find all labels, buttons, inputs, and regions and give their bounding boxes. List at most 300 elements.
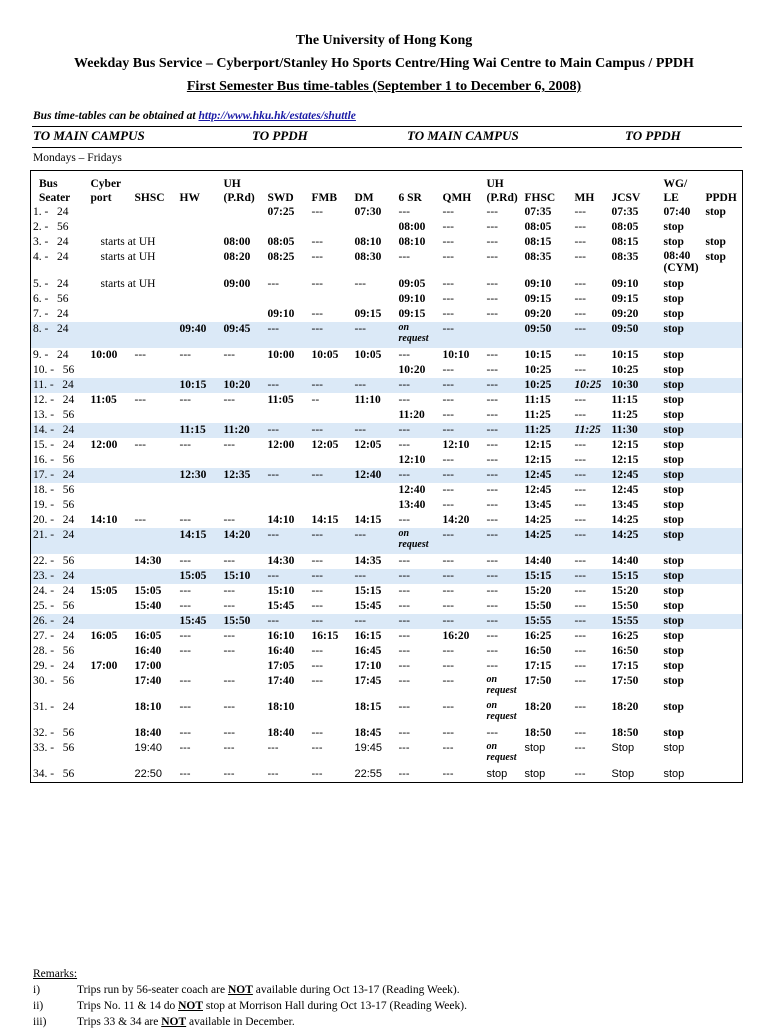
trip-cell: ---: [179, 675, 191, 687]
trip-cell: 07:35: [611, 206, 639, 218]
trip-cell: [89, 378, 133, 393]
trip-cell: ---: [267, 278, 279, 290]
trip-cell: [89, 528, 133, 554]
trip-cell: 09:15: [611, 293, 639, 305]
trip-cell: 14:25: [524, 514, 552, 526]
trip-cell: ---: [574, 278, 586, 290]
trip-cell: ---: [574, 308, 586, 320]
trip-number: 6. - 56: [33, 293, 69, 305]
trip-cell: [89, 644, 133, 659]
trip-cell: 12:10: [442, 439, 470, 451]
trip-cell: 12:15: [611, 454, 639, 466]
trip-cell: 12:40: [353, 468, 397, 483]
trip-number: 25. - 56: [33, 600, 75, 612]
trip-cell: ---: [223, 600, 235, 612]
trip-number: 21. - 24: [31, 528, 89, 554]
trip-cell: 22:55: [354, 768, 383, 780]
trip-cell: 17:05: [267, 660, 295, 672]
trip-cell: [704, 363, 743, 378]
trip-row: [31, 438, 743, 453]
trip-row: [31, 726, 743, 741]
trip-cell: ---: [353, 378, 397, 393]
trip-cell: ---: [574, 349, 586, 361]
trip-cell: ---: [574, 768, 586, 780]
trip-cell: 22:50: [134, 768, 163, 780]
trip-cell: [178, 498, 222, 513]
trip-cell: 10:30: [610, 378, 662, 393]
trip-cell: [704, 423, 743, 438]
trip-cell: [133, 363, 178, 378]
trip-cell: [704, 569, 743, 584]
trip-cell: ---: [442, 555, 454, 567]
column-header: UH (P.Rd): [486, 178, 518, 204]
trip-row: [31, 250, 743, 277]
trip-cell: 09:45: [222, 322, 266, 348]
trip-cell: ---: [311, 742, 323, 754]
trip-cell: ---: [266, 569, 310, 584]
trip-cell: stop: [662, 569, 704, 584]
trip-cell: [133, 408, 178, 423]
trip-cell: on request: [486, 674, 517, 696]
trip-cell: [133, 453, 178, 468]
trip-cell: stop: [663, 514, 684, 526]
trip-cell: stop: [662, 378, 704, 393]
trip-cell: [89, 220, 133, 235]
trip-cell: [704, 513, 743, 528]
trip-cell: 15:45: [354, 600, 382, 612]
trip-cell: 11:15: [524, 394, 551, 406]
trip-cell: 09:05: [398, 278, 426, 290]
timetable-note: [33, 110, 356, 122]
trip-cell: stop: [663, 409, 684, 421]
trip-cell: [222, 220, 266, 235]
trip-cell: [704, 307, 743, 322]
timetable: [30, 170, 743, 783]
trip-cell: 12:45: [523, 468, 573, 483]
trip-cell: [133, 220, 178, 235]
trip-cell: ---: [441, 528, 485, 554]
trip-cell: ---: [442, 727, 454, 739]
trip-row: [31, 554, 743, 569]
trip-cell: stop: [705, 236, 726, 248]
trip-cell: [222, 498, 266, 513]
trip-cell: ---: [266, 322, 310, 348]
trip-cell: [704, 483, 743, 498]
remark-item: iii) Trips 33 & 34 are NOT available in December.: [33, 1016, 295, 1028]
trip-cell: 08:00: [398, 221, 426, 233]
trip-cell: ---: [266, 468, 310, 483]
trip-cell: [704, 700, 743, 726]
trip-cell: ---: [574, 236, 586, 248]
trip-cell: 15:05: [90, 585, 118, 597]
trip-cell: [133, 205, 178, 220]
column-header-row: [31, 171, 743, 206]
trip-cell: stop: [662, 528, 704, 554]
trip-cell: 11:15: [611, 394, 638, 406]
trip-number: 29. - 24: [33, 660, 75, 672]
trip-cell: stop: [663, 364, 684, 376]
trip-cell: stop: [662, 468, 704, 483]
trip-cell: [353, 408, 397, 423]
trip-cell: [178, 307, 222, 322]
trip-row: [31, 644, 743, 659]
shuttle-link[interactable]: http://www.hku.hk/estates/shuttle: [198, 110, 356, 122]
trip-number: 30. - 56: [33, 675, 75, 687]
trip-cell: [310, 220, 353, 235]
trip-cell: ---: [574, 555, 586, 567]
trip-cell: ---: [179, 768, 191, 780]
trip-cell: 14:15: [311, 514, 339, 526]
trip-cell: [704, 453, 743, 468]
trip-cell: 15:45: [267, 600, 295, 612]
trip-row: [31, 363, 743, 378]
trip-cell: ---: [486, 514, 498, 526]
trip-cell: 09:40: [178, 322, 222, 348]
trip-cell: ---: [353, 569, 397, 584]
trip-cell: ---: [398, 768, 410, 780]
trip-cell: 09:15: [524, 293, 552, 305]
trip-cell: 08:15: [524, 236, 552, 248]
trip-cell: ---: [485, 378, 523, 393]
trip-cell: ---: [441, 569, 485, 584]
trip-cell: ---: [574, 454, 586, 466]
trip-cell: 12:00: [267, 439, 295, 451]
trip-cell: ---: [442, 585, 454, 597]
trip-cell: stop: [663, 221, 684, 233]
trip-cell: [89, 767, 133, 782]
trip-cell: 13:40: [398, 499, 426, 511]
trip-cell: 15:45: [178, 614, 222, 629]
trip-cell: 09:00: [223, 278, 251, 290]
trip-cell: [89, 292, 133, 307]
trip-cell: 15:05: [134, 585, 162, 597]
trip-row: [31, 528, 743, 554]
trip-cell: ---: [574, 221, 586, 233]
trip-cell: ---: [442, 278, 454, 290]
trip-cell: ---: [574, 499, 586, 511]
trip-cell: 10:20: [222, 378, 266, 393]
trip-cell: 18:50: [611, 727, 639, 739]
trip-number: 26. - 24: [31, 614, 89, 629]
trip-cell: [133, 423, 178, 438]
trip-cell: 12:05: [354, 439, 382, 451]
trip-cell: 11:25: [523, 423, 573, 438]
trip-row: [31, 513, 743, 528]
trip-cell: [353, 363, 397, 378]
trip-cell: 10:15: [178, 378, 222, 393]
trip-cell: 10:10: [442, 349, 470, 361]
trip-cell: 09:10: [267, 308, 295, 320]
trip-cell: [133, 498, 178, 513]
trip-cell: [178, 220, 222, 235]
trip-cell: ---: [397, 468, 441, 483]
trip-cell: ---: [486, 206, 498, 218]
trip-cell: ---: [398, 660, 410, 672]
trip-cell: 10:20: [398, 364, 426, 376]
trip-number: 24. - 24: [33, 585, 75, 597]
section-to-main-campus-1: TO MAIN CAMPUS: [33, 128, 145, 143]
trip-cell: ---: [486, 630, 498, 642]
trip-row: [31, 741, 743, 767]
trip-cell: stop: [663, 645, 684, 657]
trip-cell: ---: [223, 514, 235, 526]
column-header: SHSC: [134, 192, 165, 204]
trip-cell: ---: [310, 528, 353, 554]
trip-cell: 09:20: [611, 308, 639, 320]
trip-cell: 10:25: [573, 378, 610, 393]
trip-cell: [89, 700, 133, 726]
trip-row: [31, 599, 743, 614]
trip-cell: ---: [398, 439, 410, 451]
trip-cell: 13:45: [611, 499, 639, 511]
trip-cell: Stop: [611, 742, 635, 754]
trip-cell: 08:10: [354, 236, 382, 248]
trip-row: [31, 220, 743, 235]
trip-cell: ---: [442, 236, 454, 248]
trip-cell: 15:55: [610, 614, 662, 629]
trip-cell: 14:35: [354, 555, 382, 567]
trip-cell: ---: [179, 394, 191, 406]
trip-number: 10. - 56: [33, 364, 75, 376]
trip-cell: ---: [134, 439, 146, 451]
trip-cell: ---: [574, 675, 586, 687]
trip-cell: [266, 220, 310, 235]
trip-cell: ---: [310, 468, 353, 483]
trip-cell: ---: [223, 701, 235, 713]
trip-cell: [704, 292, 743, 307]
trip-cell: ---: [310, 322, 353, 348]
trip-cell: [222, 408, 266, 423]
trip-cell: 17:15: [524, 660, 552, 672]
trip-cell: 18:40: [267, 727, 295, 739]
trip-cell: [266, 498, 310, 513]
trip-cell: [89, 453, 133, 468]
trip-cell: [353, 498, 397, 513]
section-to-ppdh-2: TO PPDH: [625, 128, 681, 143]
trip-cell: stop: [663, 293, 684, 305]
trip-cell: [89, 423, 133, 438]
trip-cell: 15:05: [178, 569, 222, 584]
trip-cell: ---: [486, 660, 498, 672]
trip-cell: 07:35: [524, 206, 552, 218]
trip-cell: --: [311, 394, 320, 406]
trip-cell: 08:05: [524, 221, 552, 233]
trip-cell: [222, 659, 266, 674]
trip-cell: 12:45: [611, 484, 639, 496]
trip-cell: 18:45: [354, 727, 382, 739]
trip-cell: 18:15: [354, 701, 382, 713]
trip-cell: [178, 453, 222, 468]
trip-cell: [485, 322, 523, 348]
trip-cell: [89, 614, 133, 629]
trip-cell: 11:25: [573, 423, 610, 438]
trip-cell: [704, 599, 743, 614]
trip-cell: [178, 363, 222, 378]
trip-cell: stop: [524, 768, 546, 780]
trip-cell: 07:25: [267, 206, 295, 218]
column-header: DM: [354, 192, 374, 204]
trip-cell: [704, 528, 743, 554]
trip-cell: [704, 378, 743, 393]
trip-cell: [133, 614, 178, 629]
trip-cell: ---: [179, 349, 191, 361]
trip-cell: stop: [663, 484, 684, 496]
trip-cell: ---: [486, 409, 498, 421]
trip-cell: 09:10: [524, 278, 552, 290]
trip-cell: ---: [398, 742, 410, 754]
trip-cell: 17:00: [90, 660, 118, 672]
trip-cell: ---: [223, 675, 235, 687]
trip-cell: ---: [310, 423, 353, 438]
trip-row: [31, 348, 743, 363]
trip-cell: 16:10: [267, 630, 295, 642]
trip-cell: ---: [179, 645, 191, 657]
trip-cell: [310, 363, 353, 378]
trip-cell: ---: [266, 614, 310, 629]
trip-cell: 15:50: [524, 600, 552, 612]
trip-cell: ---: [223, 439, 235, 451]
trip-cell: ---: [442, 660, 454, 672]
trip-cell: [178, 205, 222, 220]
trip-cell: 18:10: [134, 701, 162, 713]
trip-cell: stop: [663, 308, 684, 320]
trip-cell: [704, 322, 743, 348]
trip-row: [31, 423, 743, 438]
trip-cell: 11:10: [354, 394, 381, 406]
trip-cell: ---: [486, 484, 498, 496]
trip-cell: [89, 408, 133, 423]
trip-row: [31, 322, 743, 348]
trip-cell: ---: [442, 600, 454, 612]
trip-cell: ---: [353, 423, 397, 438]
trip-cell: stop: [663, 439, 684, 451]
trip-cell: [353, 220, 397, 235]
trip-cell: 10:05: [311, 349, 339, 361]
trip-cell: ---: [486, 727, 498, 739]
trip-row: [31, 700, 743, 726]
trip-cell: 17:10: [354, 660, 382, 672]
column-header: Bus Seater: [39, 178, 71, 204]
trip-cell: ---: [311, 675, 323, 687]
trip-cell: [310, 453, 353, 468]
trip-cell: 12:10: [398, 454, 426, 466]
trip-cell: ---: [179, 600, 191, 612]
trip-cell: ---: [398, 600, 410, 612]
trip-cell: 07:30: [354, 206, 382, 218]
trip-number: 22. - 56: [33, 555, 75, 567]
trip-cell: [353, 292, 397, 307]
trip-cell: [266, 408, 310, 423]
column-header: HW: [179, 192, 200, 204]
column-header: PPDH: [705, 192, 737, 204]
trip-number: 28. - 56: [33, 645, 75, 657]
trip-cell: ---: [441, 614, 485, 629]
trip-row: [31, 629, 743, 644]
trip-cell: 14:40: [611, 555, 639, 567]
trip-cell: [89, 322, 133, 348]
trip-cell: ---: [442, 251, 454, 263]
remarks: [33, 966, 467, 1030]
trip-cell: ---: [574, 742, 586, 754]
trip-cell: ---: [486, 394, 498, 406]
trip-cell: 14:25: [523, 528, 573, 554]
trip-cell: 10:15: [524, 349, 552, 361]
trip-cell: [266, 292, 310, 307]
trip-cell: ---: [573, 569, 610, 584]
trip-cell: ---: [398, 206, 410, 218]
trip-cell: stop: [705, 206, 726, 218]
trip-number: 13. - 56: [33, 409, 75, 421]
trip-cell: ---: [486, 454, 498, 466]
trip-cell: 12:40: [398, 484, 426, 496]
trip-cell: 10:25: [611, 364, 639, 376]
trip-cell: ---: [574, 484, 586, 496]
trip-cell: 08:05: [611, 221, 639, 233]
trip-cell: [704, 741, 743, 767]
trip-cell: 12:45: [610, 468, 662, 483]
trip-cell: stop: [663, 742, 685, 754]
trip-cell: ---: [442, 484, 454, 496]
trip-number: 11. - 24: [31, 378, 89, 393]
trip-cell: ---: [485, 614, 523, 629]
trip-cell: ---: [485, 569, 523, 584]
trip-cell: ---: [486, 439, 498, 451]
trip-number: 23. - 24: [31, 569, 89, 584]
trip-cell: 14:10: [267, 514, 295, 526]
trip-cell: ---: [311, 555, 323, 567]
timetable-title: First Semester Bus time-tables (September 1 to December 6, 2008): [186, 79, 582, 94]
trip-cell: 16:45: [354, 645, 382, 657]
trip-cell: 14:15: [354, 514, 382, 526]
trip-cell: starts at UH: [100, 236, 156, 248]
trip-row: [31, 393, 743, 408]
trip-row: [31, 408, 743, 423]
trip-row: [31, 307, 743, 322]
trip-row: [31, 569, 743, 584]
trip-cell: [178, 292, 222, 307]
trip-cell: stop: [663, 555, 684, 567]
trip-cell: 14:30: [134, 555, 162, 567]
trip-cell: 16:15: [311, 630, 339, 642]
trip-cell: 18:40: [134, 727, 162, 739]
trip-cell: [178, 408, 222, 423]
trip-cell: ---: [486, 364, 498, 376]
trip-cell: 08:20: [223, 251, 251, 263]
trip-cell: 12:15: [611, 439, 639, 451]
trip-cell: 08:25: [267, 251, 295, 263]
trip-cell: ---: [310, 378, 353, 393]
trip-cell: stop: [663, 701, 684, 713]
trip-row: [31, 614, 743, 629]
trip-cell: stop: [663, 630, 684, 642]
trip-cell: stop: [486, 768, 508, 780]
trip-cell: ---: [223, 555, 235, 567]
trip-cell: ---: [442, 701, 454, 713]
trip-cell: [704, 220, 743, 235]
trip-cell: ---: [223, 727, 235, 739]
trip-cell: ---: [486, 251, 498, 263]
trip-number: 20. - 24: [33, 514, 75, 526]
trip-number: 2. - 56: [33, 221, 69, 233]
trip-cell: [178, 483, 222, 498]
trip-cell: ---: [223, 742, 235, 754]
trip-cell: [222, 292, 266, 307]
trip-cell: stop: [663, 236, 684, 248]
trip-cell: [133, 307, 178, 322]
trip-cell: [704, 674, 743, 700]
trip-cell: [89, 498, 133, 513]
trip-cell: ---: [398, 585, 410, 597]
